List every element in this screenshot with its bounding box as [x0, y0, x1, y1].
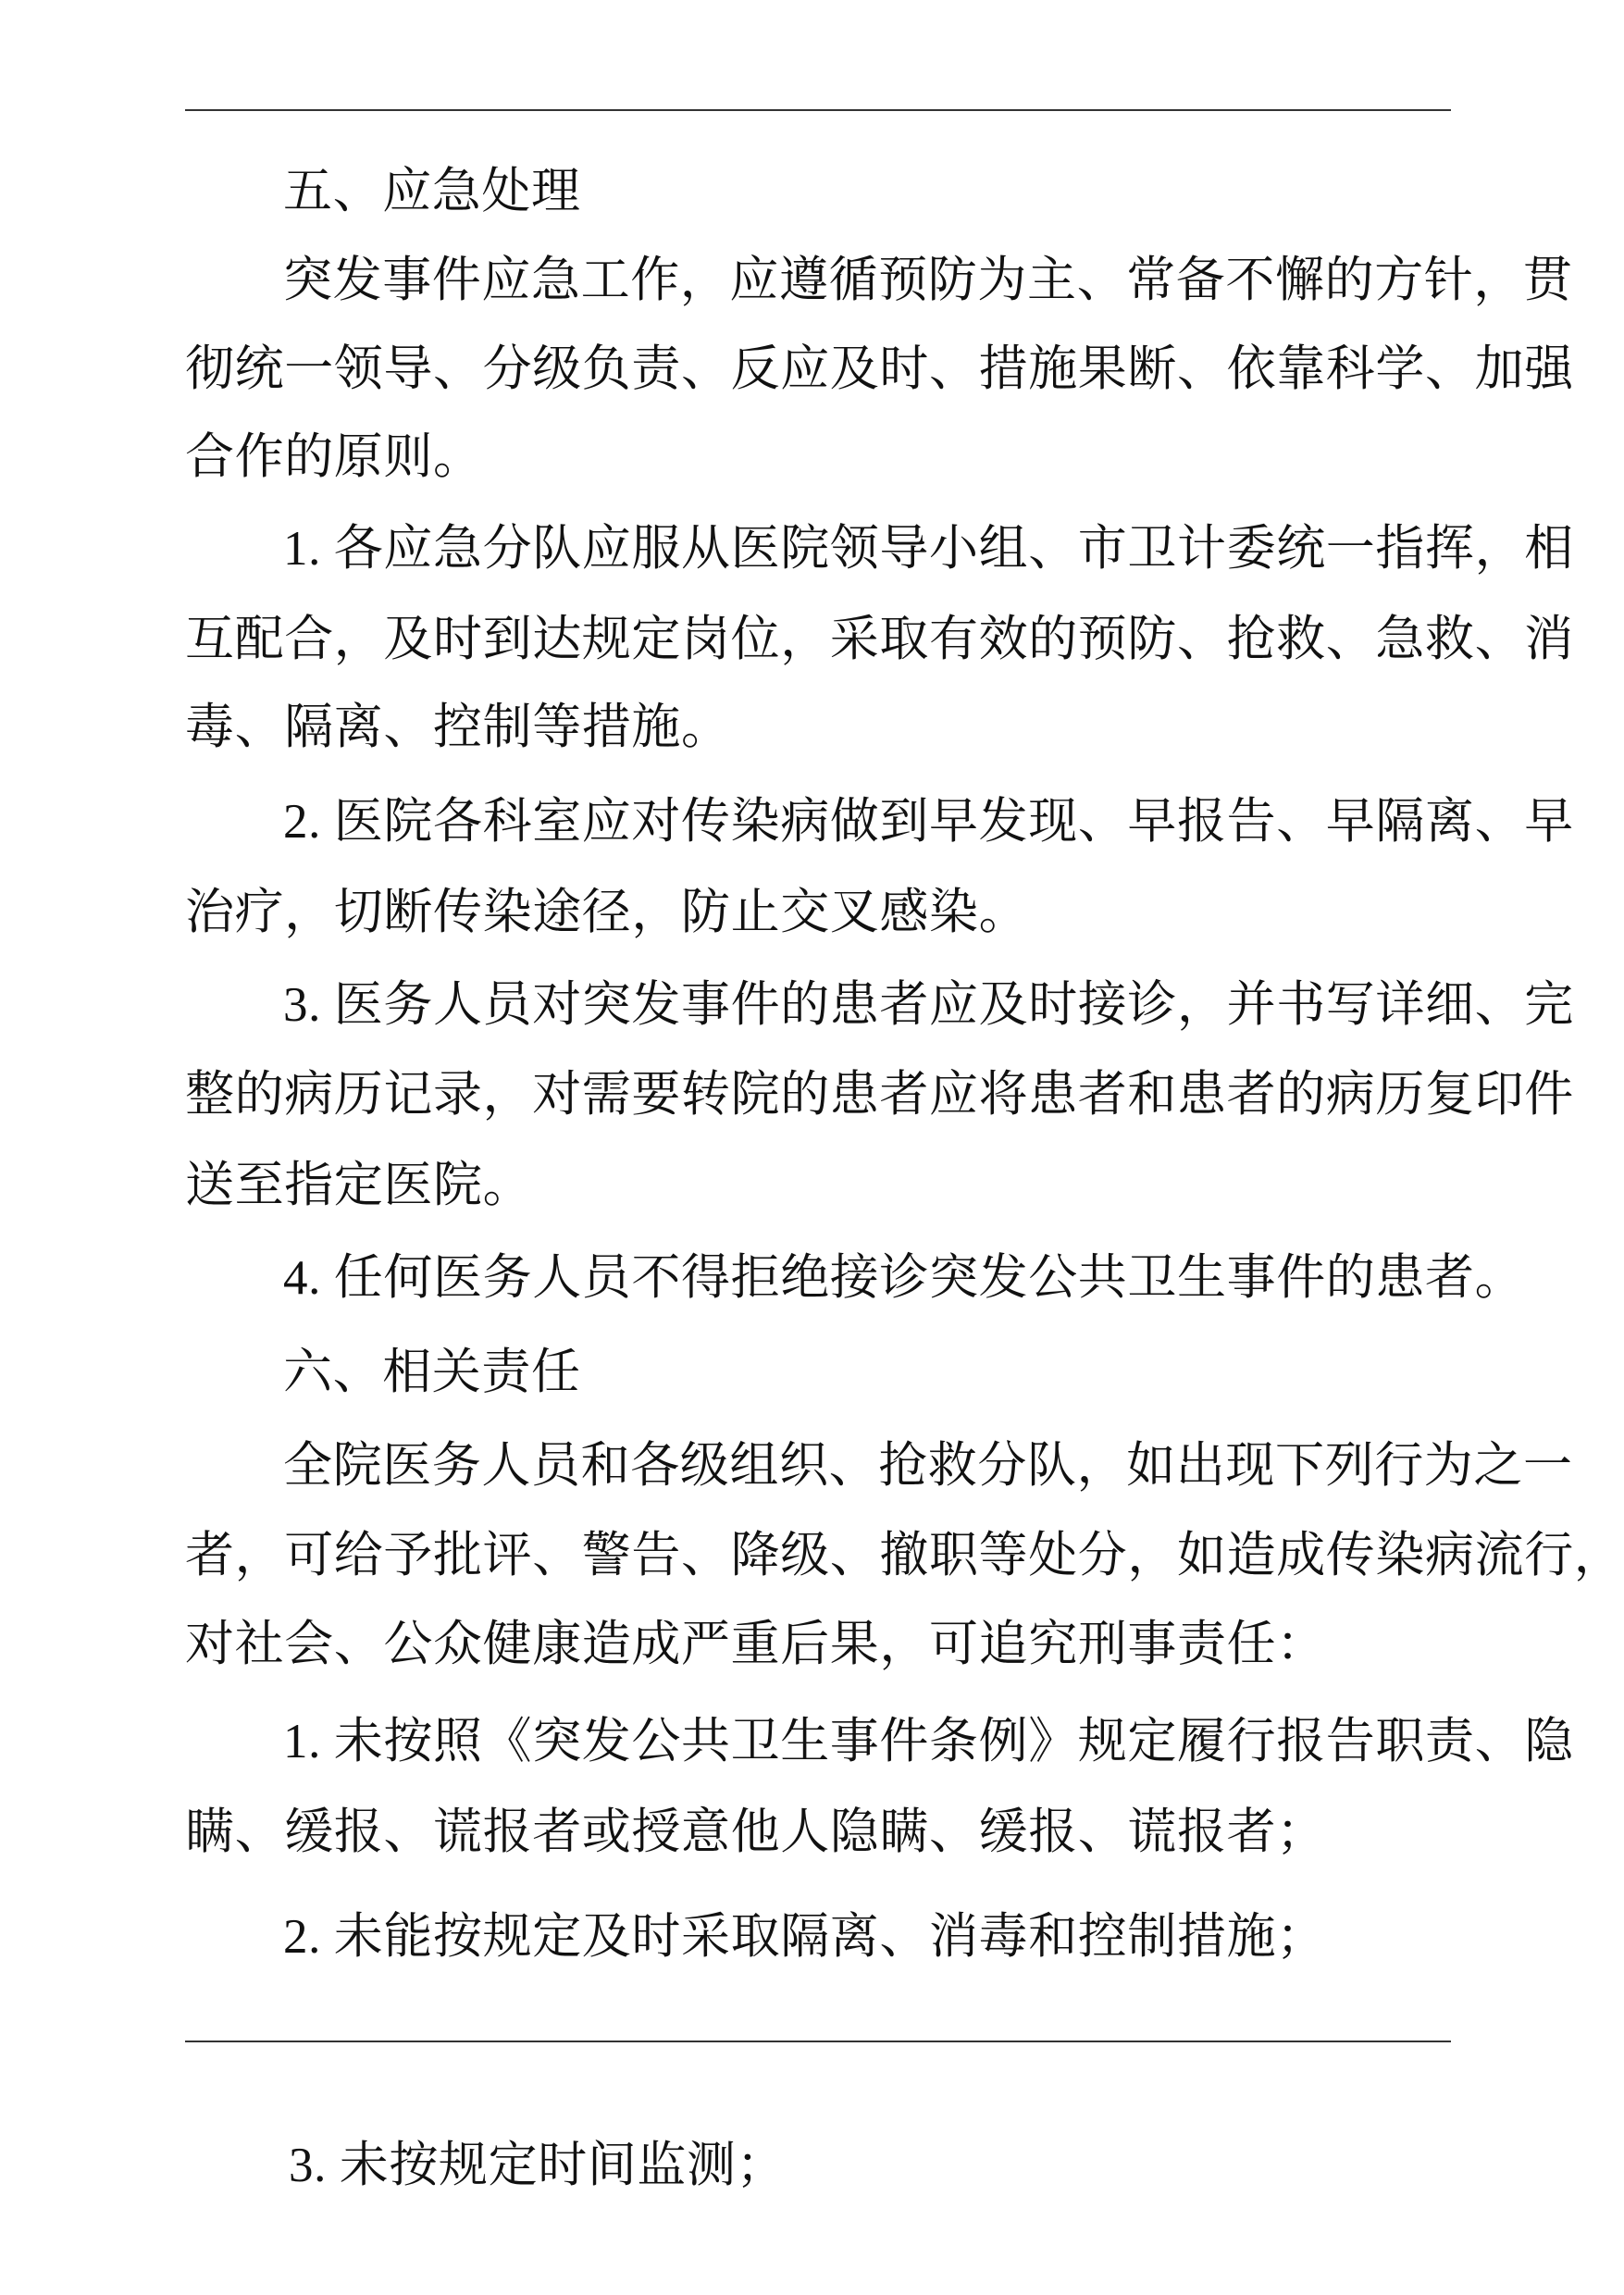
page-break-rule	[185, 2041, 1451, 2042]
paragraph-line: 对社会、公众健康造成严重后果，可追究刑事责任：	[185, 1618, 1326, 1671]
list-item-line: 1. 各应急分队应服从医院领导小组、市卫计委统一指挥，相	[283, 522, 1574, 576]
list-item-line: 2. 医院各科室应对传染病做到早发现、早报告、早隔离、早	[283, 795, 1574, 849]
list-item-line: 4. 任何医务人员不得拒绝接诊突发公共卫生事件的患者。	[283, 1251, 1525, 1305]
paragraph-line: 全院医务人员和各级组织、抢救分队，如出现下列行为之一	[283, 1439, 1573, 1493]
list-item-line: 2. 未能按规定及时采取隔离、消毒和控制措施；	[283, 1910, 1326, 1964]
paragraph-line: 突发事件应急工作，应遵循预防为主、常备不懈的方针，贯	[283, 254, 1573, 307]
list-item-line: 送至指定医院。	[185, 1159, 533, 1212]
paragraph-line: 者，可给予批评、警告、降级、撤职等处分，如造成传染病流行，	[185, 1529, 1624, 1582]
list-item-line: 3. 未按规定时间监测；	[289, 2139, 787, 2192]
list-item-line: 瞒、缓报、谎报者或授意他人隐瞒、缓报、谎报者；	[185, 1805, 1326, 1859]
paragraph-line: 合作的原则。	[185, 430, 483, 484]
list-item-line: 3. 医务人员对突发事件的患者应及时接诊，并书写详细、完	[283, 978, 1574, 1032]
paragraph-line: 彻统一领导、分级负责、反应及时、措施果断、依靠科学、加强	[185, 342, 1574, 396]
section-heading-responsibility: 六、相关责任	[283, 1346, 581, 1399]
list-item-line: 整的病历记录，对需要转院的患者应将患者和患者的病历复印件	[185, 1068, 1574, 1122]
list-item-line: 互配合，及时到达规定岗位，采取有效的预防、抢救、急救、消	[185, 613, 1574, 666]
header-rule	[185, 109, 1451, 111]
list-item-line: 毒、隔离、控制等措施。	[185, 701, 731, 754]
section-heading-emergency: 五、应急处理	[283, 165, 581, 218]
list-item-line: 治疗，切断传染途径，防止交叉感染。	[185, 886, 1029, 939]
list-item-line: 1. 未按照《突发公共卫生事件条例》规定履行报告职责、隐	[283, 1715, 1574, 1768]
